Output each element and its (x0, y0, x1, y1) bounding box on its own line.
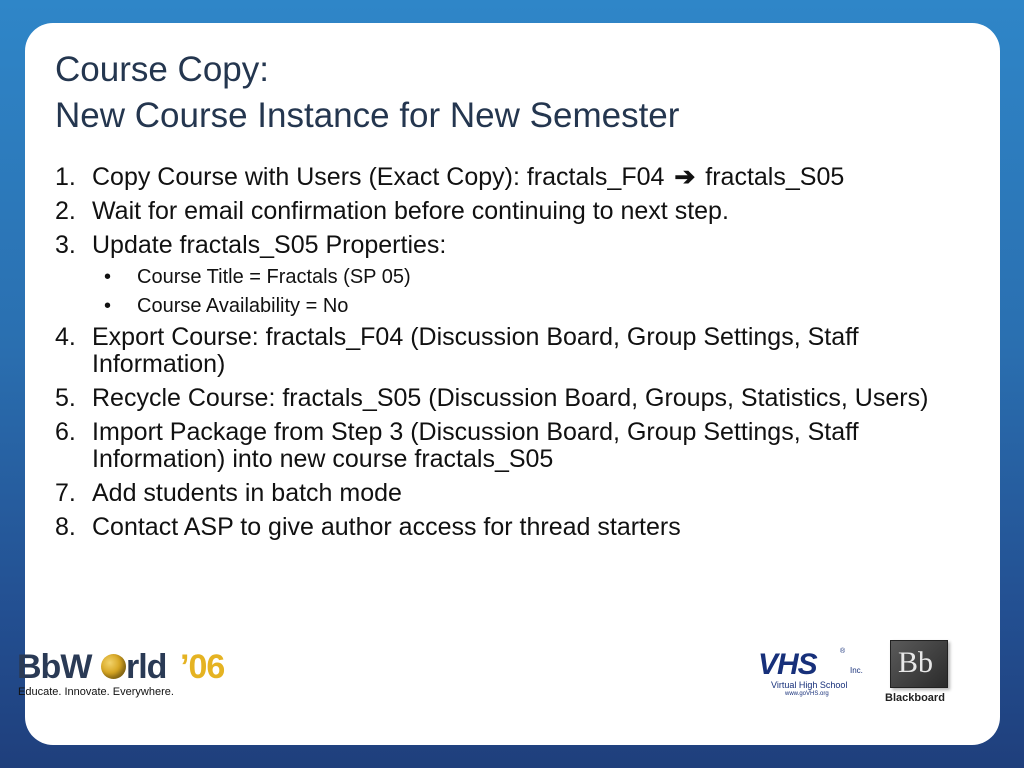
sub-item-text: Course Title = Fractals (SP 05) (137, 266, 411, 288)
step-number: 8. (55, 513, 76, 541)
title-line-1: Course Copy: (55, 50, 269, 89)
list-item (55, 480, 975, 507)
slide-title (55, 47, 679, 139)
sub-list-item (55, 265, 975, 289)
blackboard-mark: Bb (898, 646, 934, 679)
list-item (55, 419, 975, 473)
list-item (55, 164, 975, 191)
list-item (55, 385, 975, 412)
bullet-icon: • (104, 266, 112, 288)
step-text-target: fractals_S05 (705, 163, 845, 191)
step-number: 2. (55, 197, 76, 225)
step-text: Add students in batch mode (92, 479, 402, 507)
blackboard-icon (890, 640, 948, 688)
step-number: 1. (55, 163, 76, 191)
step-number: 6. (55, 418, 76, 446)
step-number: 7. (55, 479, 76, 507)
sub-item-text: Course Availability = No (137, 295, 349, 317)
list-item (55, 324, 975, 378)
vhs-url: www.goVHS.org (785, 691, 829, 697)
title-line-2: New Course Instance for New Semester (55, 96, 680, 135)
step-text: Wait for email confirmation before continuing to next step. (92, 197, 729, 225)
steps-list (55, 164, 975, 548)
bbworld-text-start: BbW (17, 648, 92, 686)
step-text: Recycle Course: fractals_S05 (Discussion Board, Groups, Statistics, Users) (92, 384, 929, 412)
bbworld-year: ’06 (180, 648, 225, 686)
sub-list-item (55, 294, 975, 318)
vhs-name: Virtual High School (771, 680, 848, 690)
vhs-inc: Inc. (850, 666, 863, 675)
vhs-logo (758, 648, 866, 702)
vhs-wordmark: VHS (758, 648, 817, 681)
step-text: Import Package from Step 3 (Discussion Board, Group Settings, Staff Information) into new course fractals_S05 (92, 418, 859, 473)
bbworld-tagline: Educate. Innovate. Everywhere. (18, 686, 174, 698)
step-number: 5. (55, 384, 76, 412)
vhs-registered-mark: ® (840, 648, 846, 655)
bullet-icon: • (104, 295, 112, 317)
blackboard-logo (885, 640, 955, 706)
blackboard-label: Blackboard (885, 692, 945, 704)
arrow-right-icon: ➔ (674, 163, 696, 191)
globe-icon (101, 654, 126, 679)
list-item (55, 232, 975, 259)
step-number: 3. (55, 231, 76, 259)
list-item (55, 514, 975, 541)
step-text: Export Course: fractals_F04 (Discussion Board, Group Settings, Staff Information) (92, 323, 859, 378)
step-number: 4. (55, 323, 76, 351)
step-text: Update fractals_S05 Properties: (92, 231, 447, 259)
step-text: Contact ASP to give author access for thread starters (92, 513, 681, 541)
list-item (55, 198, 975, 225)
step-text: Copy Course with Users (Exact Copy): fractals_F04 (92, 163, 665, 191)
bbworld-text-end: rld (126, 648, 167, 686)
slide-panel (25, 23, 1000, 745)
